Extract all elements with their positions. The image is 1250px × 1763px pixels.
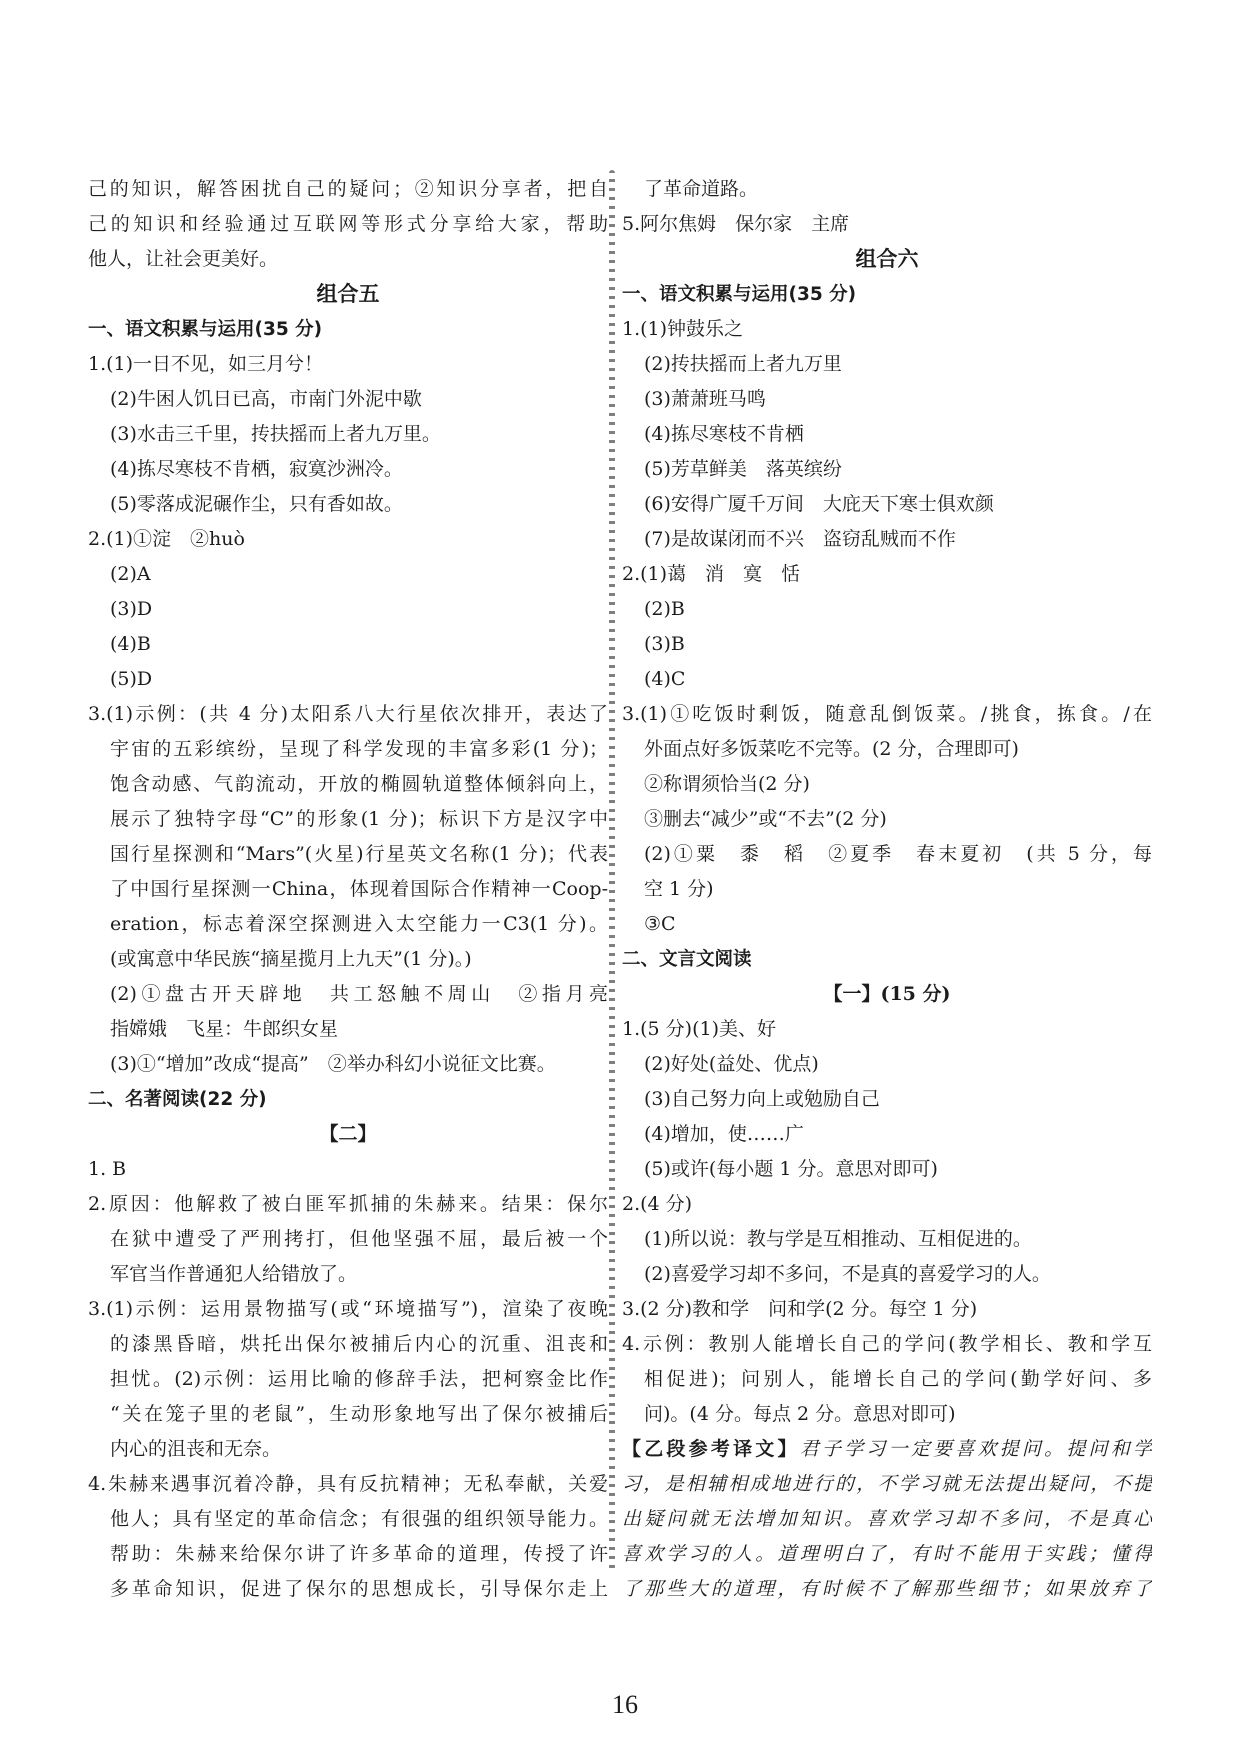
text-line: (3)水击三千里，抟扶摇而上者九万里。 [110, 423, 441, 445]
text-line: (5)零落成泥碾作尘，只有香如故。 [110, 493, 403, 515]
text-line: 国行星探测和“Mars”(火星)行星英文名称(1 分)；代表 [110, 843, 608, 865]
text-line: (6)安得广厦千万间 大庇天下寒士俱欢颜 [644, 493, 994, 515]
text-line: 外面点好多饭菜吃不完等。(2 分，合理即可) [644, 738, 1019, 760]
text-line: (2)①盘古开天辟地 共工怒触不周山 ②指月亮 [110, 983, 608, 1005]
text-line: (5)或许(每小题 1 分。意思对即可) [644, 1158, 938, 1180]
text-line: (5)芳草鲜美 落英缤纷 [644, 458, 842, 480]
page-number: 16 [612, 1690, 638, 1719]
text-line: 2.(1)①淀 ②huò [88, 528, 245, 550]
translation-text: 君子学习一定要喜欢提问。提问和学 [799, 1438, 1152, 1460]
text-line: 3.(1)示例：运用景物描写(或“环境描写”)，渲染了夜晚 [88, 1298, 608, 1320]
section-title: 组合六 [855, 247, 919, 271]
text-line: eration，标志着深空探测进入太空能力一C3(1 分)。 [110, 913, 608, 935]
text-line: (4)增加，使……广 [644, 1123, 804, 1145]
section-heading: 一、语文积累与运用(35 分) [622, 284, 857, 305]
text-line: 相促进)；问别人，能增长自己的学问(勤学好问、多 [644, 1368, 1152, 1390]
text-line: 在狱中遭受了严刑拷打，但他坚强不屈，最后被一个 [110, 1228, 608, 1250]
text-line: (或寓意中华民族“摘星揽月上九天”(1 分)。) [110, 948, 472, 970]
text-line: 3.(1)①吃饭时剩饭，随意乱倒饭菜。/挑食，拣食。/在 [622, 703, 1152, 725]
text-line: 的漆黑昏暗，烘托出保尔被捕后内心的沉重、沮丧和 [110, 1333, 608, 1355]
text-line: 了中国行星探测一China，体现着国际合作精神一Coop- [110, 878, 608, 900]
text-line: 他人，让社会更美好。 [88, 248, 279, 270]
text-line: 了那些大的道理，有时候不了解那些细节；如果放弃了 [622, 1578, 1152, 1600]
text-line: 1.(5 分)(1)美、好 [622, 1018, 776, 1040]
text-line: “关在笼子里的老鼠”，生动形象地写出了保尔被捕后 [110, 1403, 608, 1425]
text-line [622, 1432, 1152, 1467]
section-title: 组合五 [316, 282, 380, 306]
text-line: (4)拣尽寒枝不肯栖，寂寞沙洲冷。 [110, 458, 403, 480]
text-line: 2.(4 分) [622, 1193, 693, 1215]
text-line: (7)是故谋闭而不兴 盗窃乱贼而不作 [644, 528, 956, 550]
subsection-heading: 【二】 [319, 1123, 377, 1145]
text-line: 内心的沮丧和无奈。 [110, 1438, 282, 1460]
text-line: 指嫦娥 飞星：牛郎织女星 [110, 1018, 339, 1040]
text-line: 饱含动感、气韵流动，开放的椭圆轨道整体倾斜向上， [110, 773, 608, 795]
text-line: 军官当作普通犯人给错放了。 [110, 1263, 358, 1285]
text-line: 1.(1)钟鼓乐之 [622, 318, 744, 340]
translation-label: 【乙段参考译文】 [622, 1438, 800, 1460]
text-line: 己的知识和经验通过互联网等形式分享给大家，帮助 [88, 213, 608, 235]
text-line: 多革命知识，促进了保尔的思想成长，引导保尔走上 [110, 1578, 608, 1600]
text-line: 1.(1)一日不见，如三月兮！ [88, 353, 324, 375]
text-line: 己的知识，解答困扰自己的疑问；②知识分享者，把自 [88, 178, 608, 200]
text-line: 他人；具有坚定的革命信念；有很强的组织领导能力。 [110, 1508, 608, 1530]
text-line: 4.朱赫来遇事沉着冷静，具有反抗精神；无私奉献，关爱 [88, 1473, 608, 1495]
text-line: ③删去“减少”或“不去”(2 分) [644, 808, 887, 830]
text-line: 习，是相辅相成地进行的，不学习就无法提出疑问，不提 [622, 1473, 1152, 1495]
text-line: 2.原因：他解救了被白匪军抓捕的朱赫来。结果：保尔 [88, 1193, 608, 1215]
text-line: (1)所以说：教与学是互相推动、互相促进的。 [644, 1228, 1032, 1250]
section-heading: 二、文言文阅读 [622, 949, 752, 970]
text-line: 帮助：朱赫来给保尔讲了许多革命的道理，传授了许 [110, 1543, 608, 1565]
section-heading: 一、语文积累与运用(35 分) [88, 319, 323, 340]
text-line: (4)B [110, 633, 151, 655]
right-column [622, 172, 1152, 1607]
text-line: (3)D [110, 598, 153, 620]
text-line: ③C [644, 913, 676, 935]
text-line: 宇宙的五彩缤纷，呈现了科学发现的丰富多彩(1 分)； [110, 738, 608, 760]
text-line: (4)拣尽寒枝不肯栖 [644, 423, 804, 445]
text-line: 出疑问就无法增加知识。喜欢学习却不多问，不是真心 [622, 1508, 1152, 1530]
text-line: 空 1 分) [644, 878, 714, 900]
text-line: (3)萧萧班马鸣 [644, 388, 766, 410]
text-line: 4.示例：教别人能增长自己的学问(教学相长、教和学互 [622, 1333, 1152, 1355]
text-line: ②称谓须恰当(2 分) [644, 773, 810, 795]
text-line: (2)A [110, 563, 151, 585]
text-line: (5)D [110, 668, 153, 690]
text-line: (2)好处(益处、优点) [644, 1053, 819, 1075]
text-line: 了革命道路。 [644, 178, 759, 200]
text-line: 3.(1)示例：(共 4 分)太阳系八大行星依次排开，表达了 [88, 703, 608, 725]
text-line: (2)牛困人饥日已高，市南门外泥中歇 [110, 388, 422, 410]
text-line: 2.(1)蔼 消 寞 恬 [622, 563, 801, 585]
text-line: (2)①粟 黍 稻 ②夏季 春末夏初 (共 5 分，每 [644, 843, 1152, 865]
text-line: 1. B [88, 1158, 127, 1180]
text-line: (2)抟扶摇而上者九万里 [644, 353, 842, 375]
text-line: (3)①“增加”改成“提高” ②举办科幻小说征文比赛。 [110, 1053, 556, 1075]
text-line: (3)B [644, 633, 685, 655]
text-line: (3)自己努力向上或勉励自己 [644, 1088, 880, 1110]
text-line: 3.(2 分)教和学 问和学(2 分。每空 1 分) [622, 1298, 978, 1320]
text-line: (2)喜爱学习却不多问，不是真的喜爱学习的人。 [644, 1263, 1051, 1285]
text-line: 喜欢学习的人。道理明白了，有时不能用于实践；懂得 [622, 1543, 1152, 1565]
subsection-heading: 【一】(15 分) [823, 983, 951, 1005]
column-divider [609, 170, 615, 1570]
text-line: (4)C [644, 668, 686, 690]
text-line: 展示了独特字母“C”的形象(1 分)；标识下方是汉字中 [110, 808, 608, 830]
text-line: 5.阿尔焦姆 保尔家 主席 [622, 213, 850, 235]
section-heading: 二、名著阅读(22 分) [88, 1089, 267, 1110]
text-line: (2)B [644, 598, 685, 620]
text-line: 担忧。(2)示例：运用比喻的修辞手法，把柯察金比作 [110, 1368, 608, 1390]
left-column [88, 172, 608, 1607]
text-line: 问)。(4 分。每点 2 分。意思对即可) [644, 1403, 956, 1425]
